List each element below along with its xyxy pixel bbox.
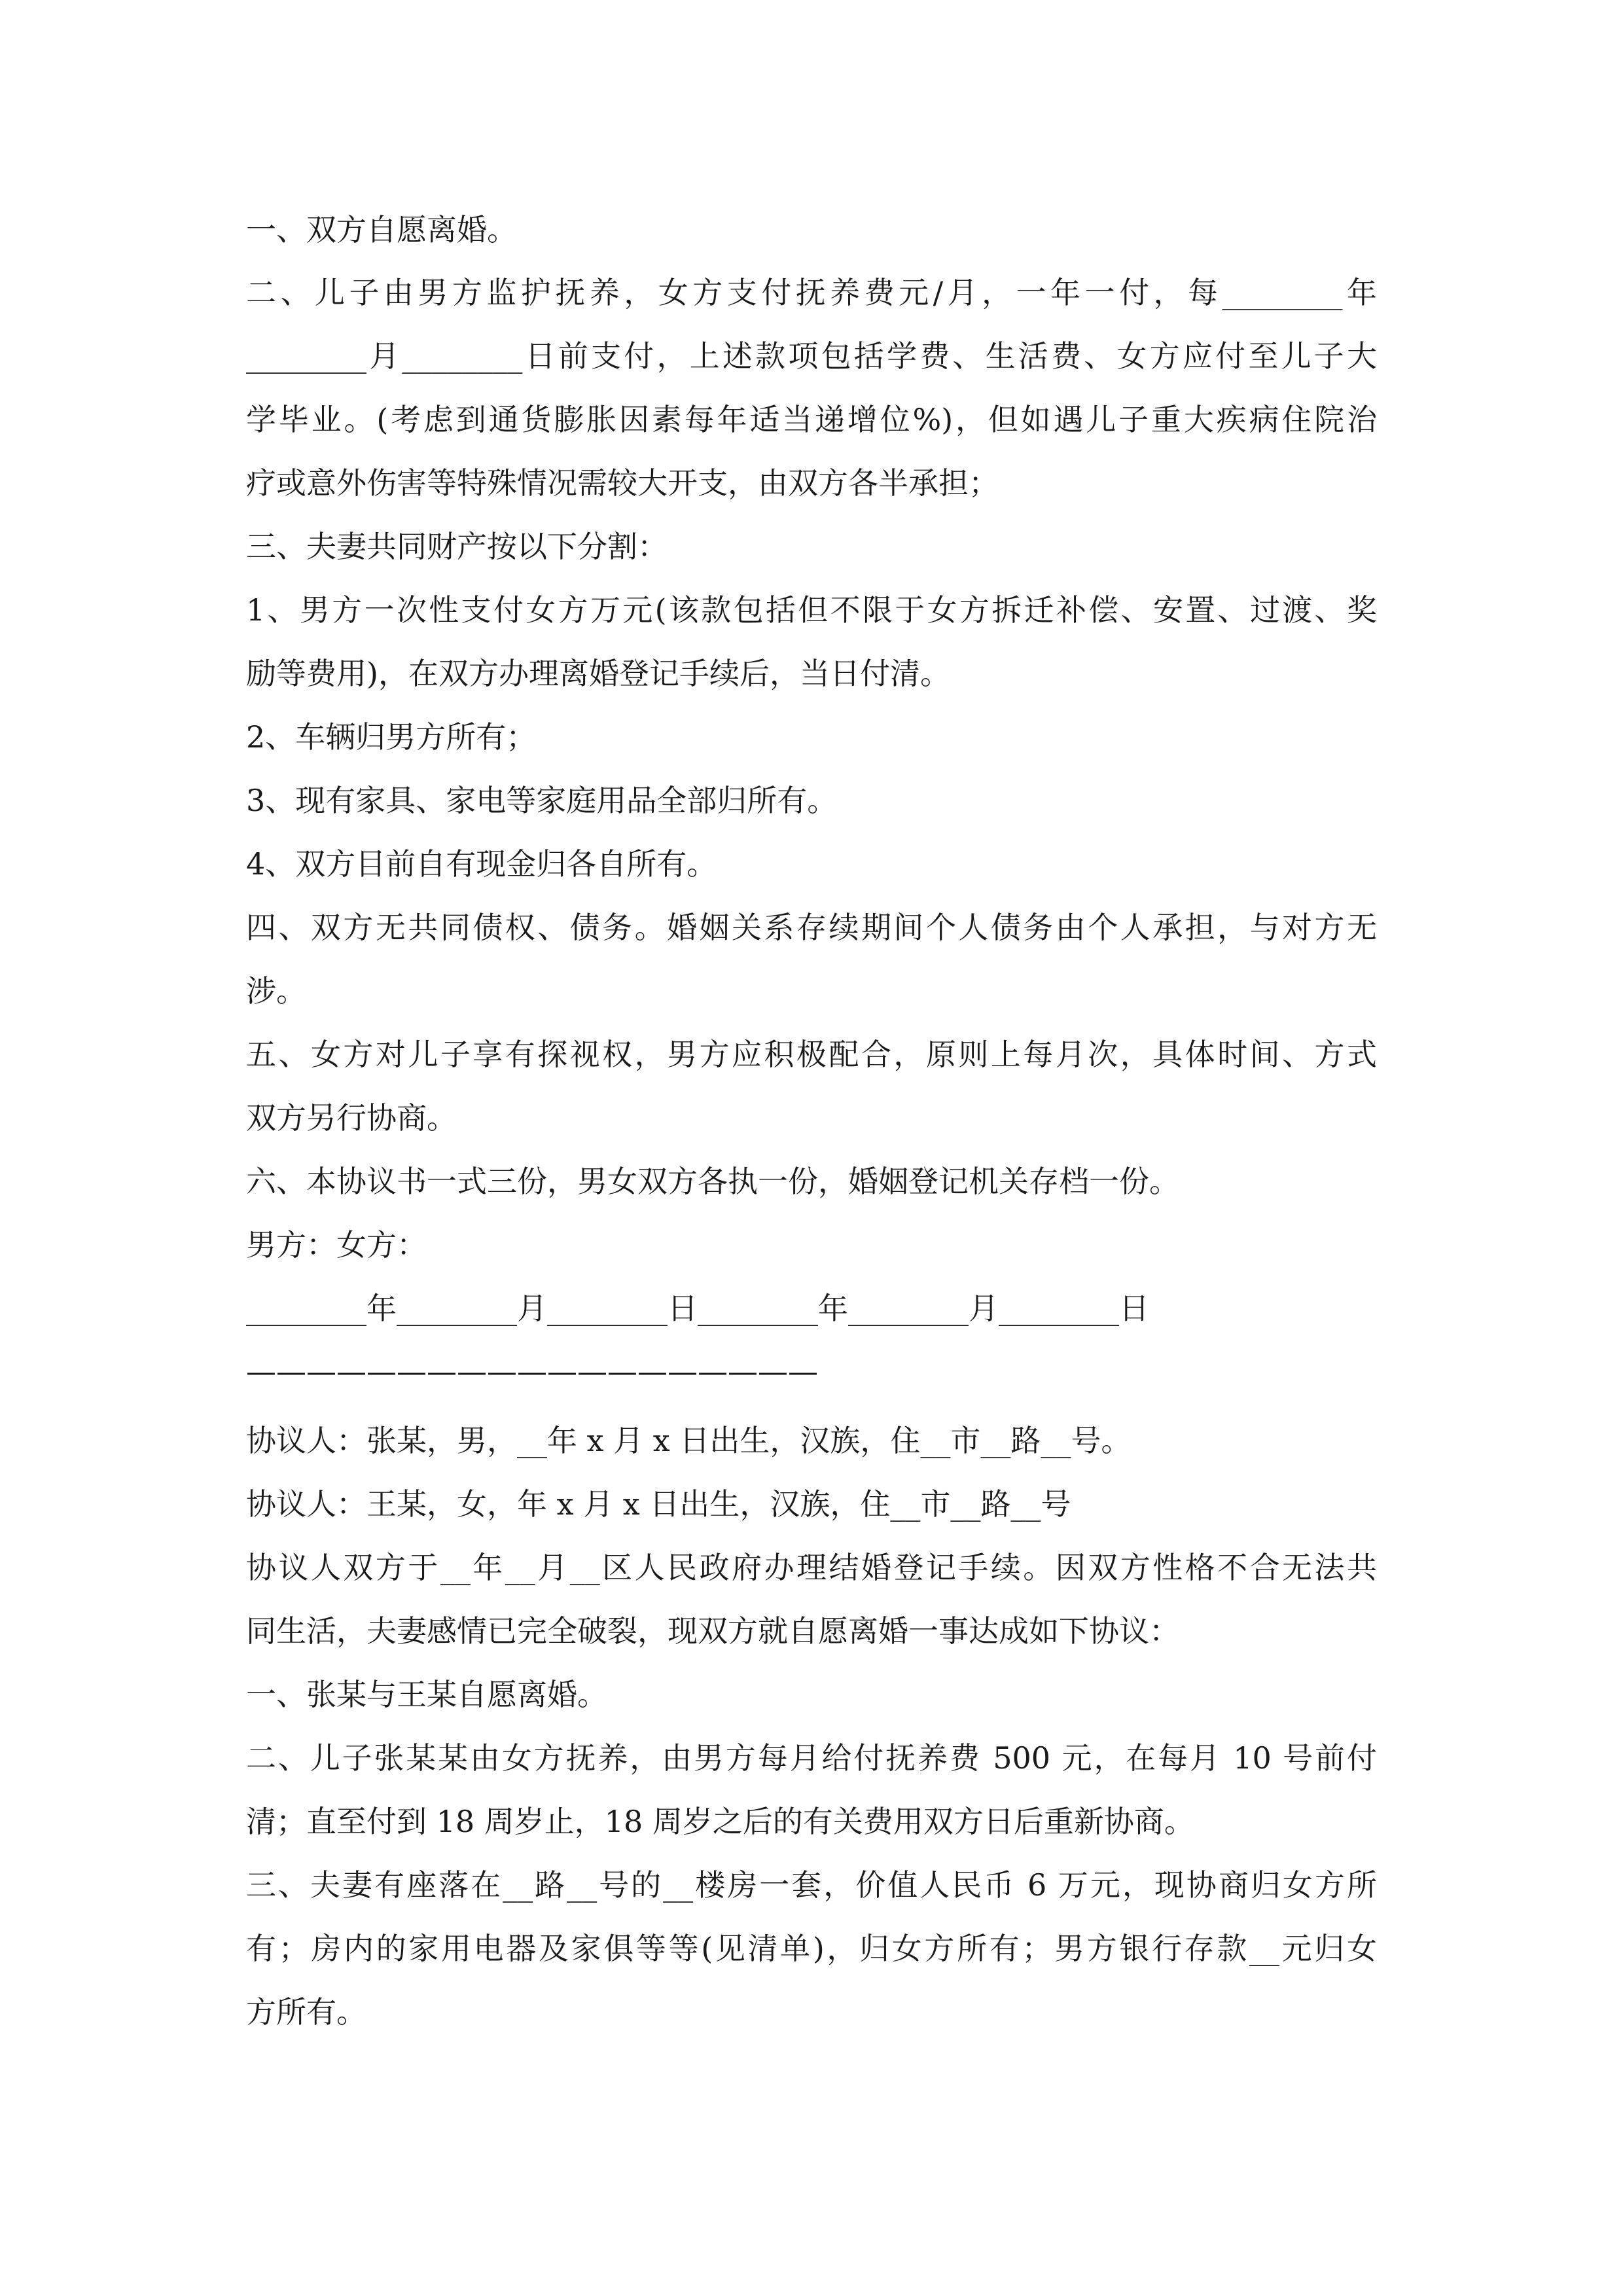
text-line: 2、车辆归男方所有； bbox=[246, 719, 537, 755]
separator-line: ——————————————————— bbox=[246, 1354, 818, 1389]
text-line: 清；直至付到 18 周岁止，18 周岁之后的有关费用双方日后重新协商。 bbox=[246, 1804, 1194, 1839]
text-line: 4、双方目前自有现金归各自所有。 bbox=[246, 846, 717, 882]
text-line: 励等费用)，在双方办理离婚登记手续后，当日付清。 bbox=[246, 656, 950, 691]
text-line: 学毕业。(考虑到通货膨胀因素每年适当递增位%)，但如遇儿子重大疾病住院治 bbox=[246, 402, 1377, 437]
text-line: ________年________月________日________年________月________日 bbox=[246, 1291, 1149, 1326]
text-line: 一、张某与王某自愿离婚。 bbox=[246, 1677, 607, 1712]
text-line: 协议人：张某，男，__年 x 月 x 日出生，汉族，住__市__路__号。 bbox=[246, 1423, 1132, 1458]
text-line: 三、夫妻共同财产按以下分割： bbox=[246, 529, 668, 564]
text-line: 双方另行协商。 bbox=[246, 1100, 457, 1136]
text-line: 协议人：王某，女，年 x 月 x 日出生，汉族，住__市__路__号 bbox=[246, 1486, 1071, 1522]
text-line: 三、夫妻有座落在__路__号的__楼房一套，价值人民币 6 万元，现协商归女方所 bbox=[246, 1867, 1377, 1903]
text-line: 四、双方无共同债权、债务。婚姻关系存续期间个人债务由个人承担，与对方无 bbox=[246, 910, 1377, 945]
text-line: 方所有。 bbox=[246, 1994, 366, 2030]
text-line: 六、本协议书一式三份，男女双方各执一份，婚姻登记机关存档一份。 bbox=[246, 1164, 1179, 1199]
text-line: 一、双方自愿离婚。 bbox=[246, 212, 517, 247]
text-line: ________月________日前支付，上述款项包括学费、生活费、女方应付至儿子大 bbox=[246, 338, 1377, 374]
text-line: 二、儿子由男方监护抚养，女方支付抚养费元/月，一年一付，每________年 bbox=[246, 275, 1377, 310]
text-line: 男方：女方： bbox=[246, 1227, 427, 1263]
text-line: 涉。 bbox=[246, 973, 306, 1009]
text-line: 有；房内的家用电器及家俱等等(见清单)，归女方所有；男方银行存款__元归女 bbox=[246, 1931, 1377, 1966]
text-line: 1、男方一次性支付女方万元(该款包括但不限于女方拆迁补偿、安置、过渡、奖 bbox=[246, 592, 1377, 628]
text-line: 3、现有家具、家电等家庭用品全部归所有。 bbox=[246, 783, 838, 818]
text-line: 二、儿子张某某由女方抚养，由男方每月给付抚养费 500 元，在每月 10 号前付 bbox=[246, 1740, 1377, 1776]
text-line: 五、女方对儿子享有探视权，男方应积极配合，原则上每月次，具体时间、方式 bbox=[246, 1037, 1377, 1072]
text-line: 同生活，夫妻感情已完全破裂，现双方就自愿离婚一事达成如下协议： bbox=[246, 1613, 1179, 1649]
text-line: 协议人双方于__年__月__区人民政府办理结婚登记手续。因双方性格不合无法共 bbox=[246, 1550, 1377, 1585]
text-line: 疗或意外伤害等特殊情况需较大开支，由双方各半承担； bbox=[246, 465, 999, 501]
